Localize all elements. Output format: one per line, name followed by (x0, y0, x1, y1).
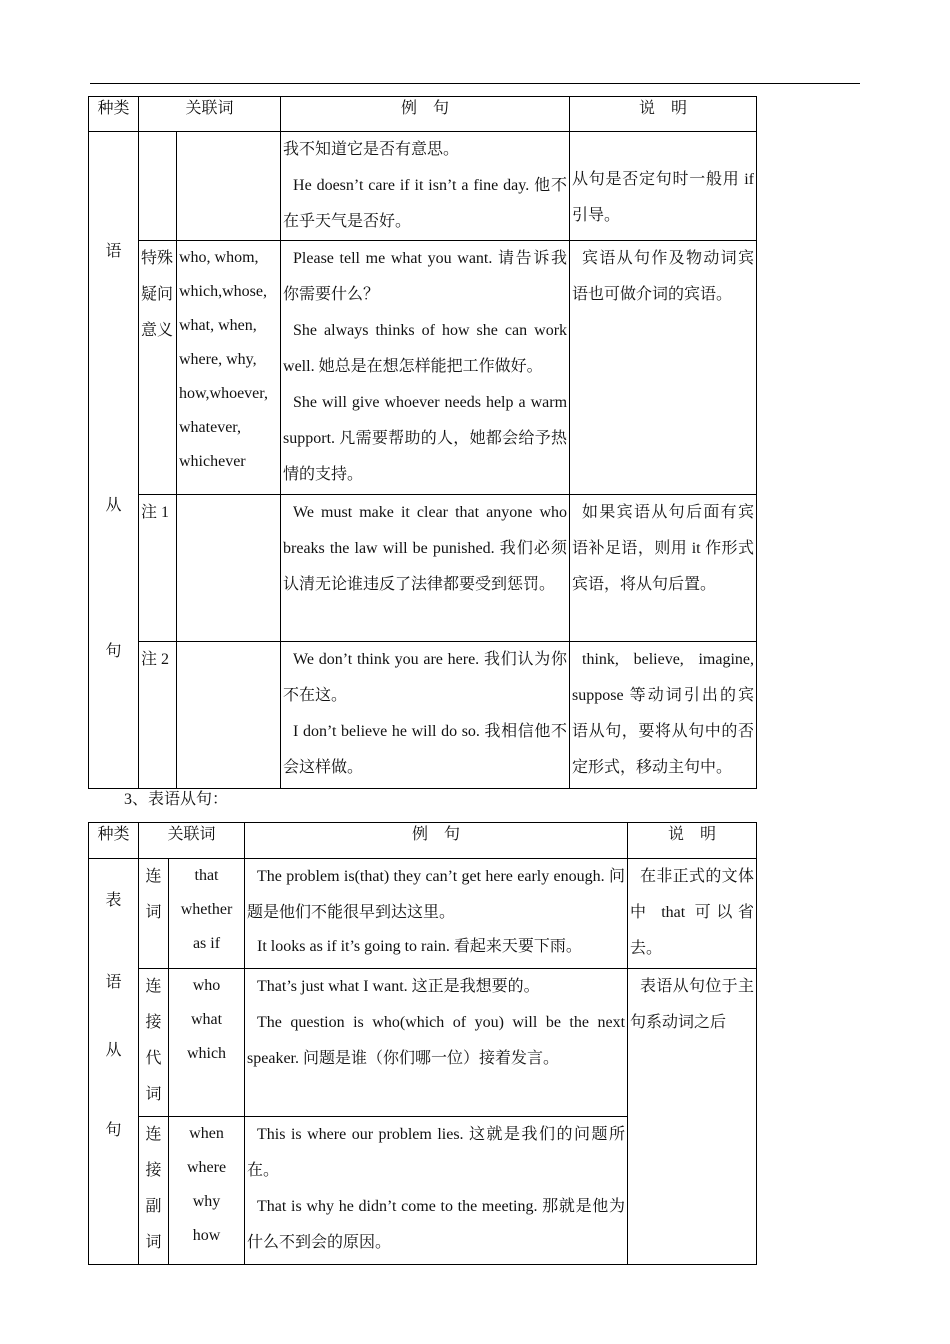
example-cell (281, 132, 570, 241)
words-cell (177, 495, 281, 642)
note-text: 宾语从句作及物动词宾语也可做介词的宾语。 (572, 250, 755, 303)
section-heading: 3、表语从句： (124, 791, 229, 808)
connector-word: who (192, 977, 221, 994)
connector-word: whatever, (179, 419, 241, 436)
note-text: 如果宾语从句后面有宾语补足语，则用 it 作形式宾语，将从句后置。 (572, 504, 755, 593)
header-kind: 种类 (89, 823, 139, 859)
label-cell (139, 132, 177, 241)
label-text: 连 (145, 868, 162, 885)
example-line: He doesn’t care if it isn’t a fine day. 他不在乎天气是否好。 (283, 177, 568, 230)
label-text: 词 (145, 904, 162, 921)
connector-word: who, whom, (179, 249, 259, 266)
example-line: We must make it clear that anyone who breaks the law will be punished. 我们必须认清无论谁违反了法律都要受到惩罚。 (283, 504, 568, 593)
example-cell (245, 1117, 628, 1265)
category-char: 表 (105, 892, 122, 909)
header-connector: 关联词 (139, 97, 281, 132)
example-line: Please tell me what you want. 请告诉我你需要什么？ (283, 250, 568, 303)
connector-word: as if (192, 935, 221, 952)
label-text: 词 (145, 1234, 162, 1251)
note-cell (570, 642, 757, 789)
category-char: 从 (105, 1042, 122, 1059)
connector-word: what, when, (179, 317, 257, 334)
header-example: 例 句 (245, 823, 628, 859)
category-cell (89, 132, 139, 789)
header-example: 例 句 (281, 97, 570, 132)
example-line: It looks as if it’s going to rain. 看起来天要下雨。 (257, 938, 582, 955)
words-cell (177, 241, 281, 495)
example-cell (245, 859, 628, 969)
label-text: 疑问 (141, 286, 174, 303)
label-text: 接 (145, 1014, 162, 1031)
predicative-clause-table (88, 822, 757, 1265)
example-line: She always thinks of how she can work well. 她总是在想怎样能把工作做好。 (283, 322, 568, 375)
example-line: This is where our problem lies. 这就是我们的问题所在。 (247, 1126, 626, 1179)
connector-word: whether (180, 901, 233, 918)
header-note: 说 明 (628, 823, 757, 859)
header-connector: 关联词 (139, 823, 245, 859)
connector-word: why (192, 1193, 221, 1210)
label-text: 连 (145, 1126, 162, 1143)
label-text: 代 (145, 1050, 162, 1067)
category-char: 语 (105, 243, 122, 260)
label-cell (139, 969, 169, 1117)
label-cell (139, 1117, 169, 1265)
connector-word: which,whose, (179, 283, 267, 300)
label-text: 词 (145, 1086, 162, 1103)
header-kind: 种类 (89, 97, 139, 132)
connector-word: how (192, 1227, 221, 1244)
words-cell (177, 642, 281, 789)
example-line: I don’t believe he will do so. 我相信他不会这样做。 (283, 723, 568, 776)
connector-word: that (194, 867, 219, 884)
connector-word: where, why, (179, 351, 257, 368)
words-cell (169, 859, 245, 969)
example-cell (245, 969, 628, 1117)
words-cell (169, 1117, 245, 1265)
example-cell (281, 241, 570, 495)
category-char: 句 (105, 643, 122, 660)
example-line: That’s just what I want. 这正是我想要的。 (257, 978, 540, 995)
example-line: The problem is(that) they can’t get here early enough. 问题是他们不能很早到达这里。 (247, 868, 626, 921)
connector-word: which (186, 1045, 227, 1062)
note-text: think, believe, imagine, suppose 等动词引出的宾语从句，要将从句中的否定形式，移动主句中。 (572, 651, 755, 776)
note-cell (570, 495, 757, 642)
example-line: That is why he didn’t come to the meeting. 那就是他为什么不到会的原因。 (247, 1198, 626, 1251)
example-line: The question is who(which of you) will be the next speaker. 问题是谁（你们哪一位）接着发言。 (247, 1014, 626, 1067)
label-cell (139, 859, 169, 969)
label-text: 意义 (141, 322, 174, 339)
example-cell (281, 642, 570, 789)
note-cell (628, 969, 757, 1265)
note-cell (570, 132, 757, 241)
category-char: 句 (105, 1122, 122, 1139)
connector-word: where (186, 1159, 227, 1176)
note-cell (570, 241, 757, 495)
header-note: 说 明 (570, 97, 757, 132)
example-cell (281, 495, 570, 642)
label-cell: 注 1 (139, 495, 177, 642)
example-line: 我不知道它是否有意思。 (283, 141, 460, 158)
connector-word: when (189, 1125, 224, 1142)
note-text: 在非正式的文体中 that 可以省去。 (630, 868, 755, 957)
example-line: She will give whoever needs help a warm support. 凡需要帮助的人，她都会给予热情的支持。 (283, 394, 568, 483)
connector-word: how,whoever, (179, 385, 268, 402)
top-rule (90, 83, 860, 84)
note-text: 表语从句位于主句系动词之后 (630, 978, 755, 1031)
label-cell: 注 2 (139, 642, 177, 789)
words-cell (177, 132, 281, 241)
connector-word: what (190, 1011, 223, 1028)
note-cell (628, 859, 757, 969)
example-line: We don’t think you are here. 我们认为你不在这。 (283, 651, 568, 704)
category-char: 语 (105, 974, 122, 991)
connector-word: whichever (179, 453, 246, 470)
label-text: 特殊 (141, 250, 174, 267)
label-text: 接 (145, 1162, 162, 1179)
words-cell (169, 969, 245, 1117)
object-clause-table (88, 96, 757, 789)
category-char: 从 (105, 497, 122, 514)
label-cell (139, 241, 177, 495)
note-text: 从句是否定句时一般用 if 引导。 (572, 171, 755, 224)
label-text: 连 (145, 978, 162, 995)
category-cell (89, 859, 139, 1265)
label-text: 副 (145, 1198, 162, 1215)
